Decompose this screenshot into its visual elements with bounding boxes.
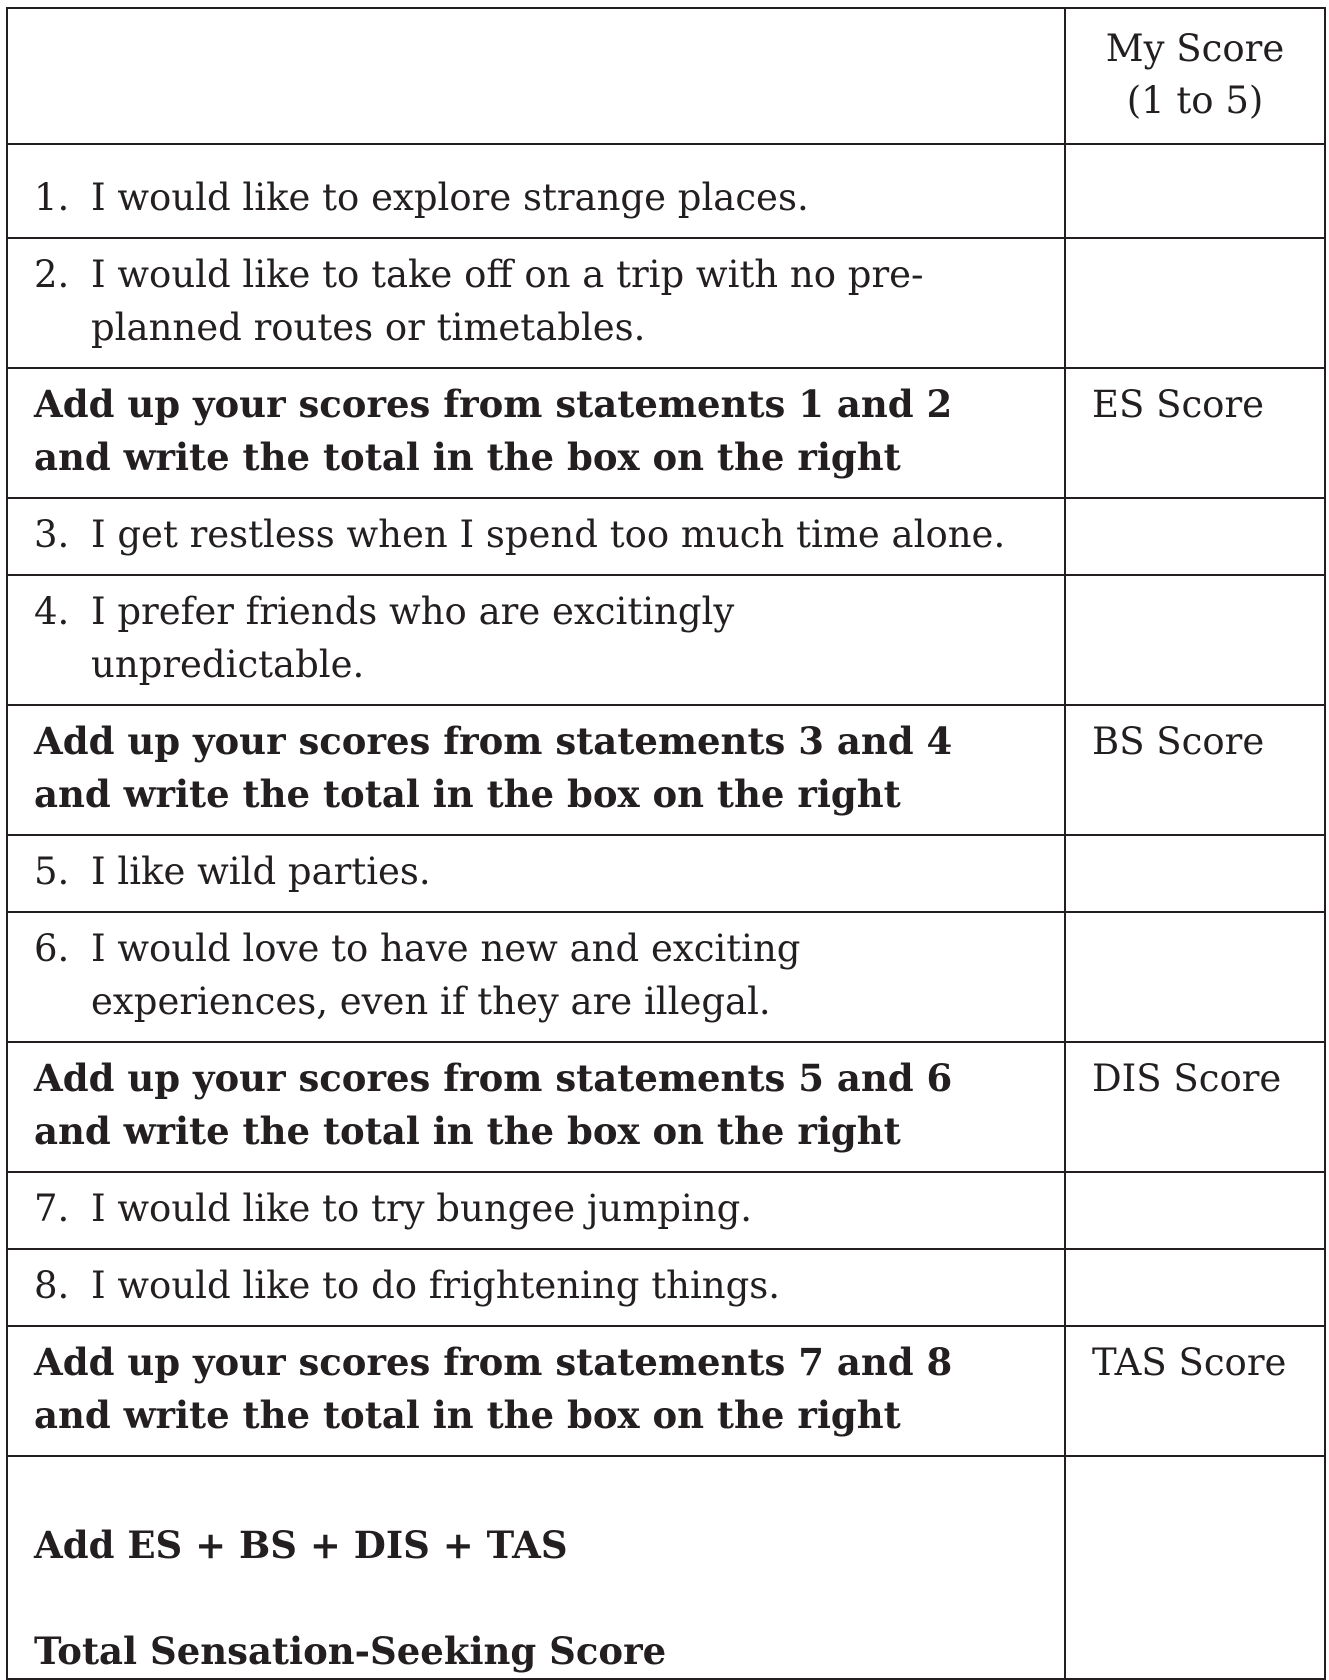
statement-row-7 [7, 1172, 1325, 1249]
my-score-label: My Score [1105, 27, 1285, 70]
statement-number: 5. [34, 850, 70, 893]
statement-number: 1. [34, 176, 70, 219]
header-empty-cell [7, 8, 1065, 144]
statement-text: I would like to try bungee jumping. [91, 1187, 753, 1230]
dis-score-label: DIS Score [1092, 1057, 1282, 1100]
sensation-seeking-score-table [6, 7, 1326, 1680]
subtotal-instruction: Add up your scores from statements 5 and 6 and write the total in the box on the right [34, 1056, 953, 1153]
subtotal-row-bs [7, 705, 1325, 835]
subtotal-instruction-cell [7, 705, 1065, 835]
statement-row-4 [7, 575, 1325, 705]
statement-cell [7, 835, 1065, 912]
statement-row-3 [7, 498, 1325, 575]
score-box-4[interactable] [1065, 575, 1325, 705]
statement-number: 8. [34, 1264, 70, 1307]
statement-row-8 [7, 1249, 1325, 1326]
score-box-3[interactable] [1065, 498, 1325, 575]
statement-text: I get restless when I spend too much time alone. [91, 513, 1006, 556]
subtotal-instruction-cell [7, 1326, 1065, 1456]
total-instruction-cell [7, 1456, 1065, 1679]
statement-text: I like wild parties. [91, 850, 431, 893]
statement-number: 4. [34, 590, 70, 633]
score-box-5[interactable] [1065, 835, 1325, 912]
statement-number: 6. [34, 927, 70, 970]
score-box-1[interactable] [1065, 144, 1325, 238]
statement-text: I would love to have new and exciting experiences, even if they are illegal. [91, 927, 801, 1023]
score-box-7[interactable] [1065, 1172, 1325, 1249]
score-box-6[interactable] [1065, 912, 1325, 1042]
subtotal-instruction: Add up your scores from statements 7 and 8 and write the total in the box on the right [34, 1340, 953, 1437]
subtotal-instruction: Add up your scores from statements 3 and 4 and write the total in the box on the right [34, 719, 953, 816]
score-box-8[interactable] [1065, 1249, 1325, 1326]
statement-text: I prefer friends who are excitingly unpredictable. [91, 590, 735, 686]
statement-text: I would like to do frightening things. [91, 1264, 781, 1307]
total-score-box[interactable] [1065, 1456, 1325, 1679]
subtotal-row-es [7, 368, 1325, 498]
statement-text: I would like to take off on a trip with no pre- planned routes or timetables. [91, 253, 924, 349]
score-range-label: (1 to 5) [1126, 79, 1264, 122]
statement-row-5 [7, 835, 1325, 912]
statement-cell [7, 912, 1065, 1042]
subtotal-row-dis [7, 1042, 1325, 1172]
statement-number: 7. [34, 1187, 70, 1230]
statement-number: 2. [34, 253, 70, 296]
my-score-header [1065, 8, 1325, 144]
tas-score-box[interactable] [1065, 1326, 1325, 1456]
statement-text: I would like to explore strange places. [91, 176, 809, 219]
statement-cell [7, 1172, 1065, 1249]
statement-cell [7, 575, 1065, 705]
es-score-box[interactable] [1065, 368, 1325, 498]
subtotal-instruction: Add up your scores from statements 1 and 2 and write the total in the box on the right [34, 382, 953, 479]
statement-cell [7, 1249, 1065, 1326]
subtotal-row-tas [7, 1326, 1325, 1456]
statement-row-2 [7, 238, 1325, 368]
bs-score-box[interactable] [1065, 705, 1325, 835]
statement-cell [7, 498, 1065, 575]
statement-cell [7, 238, 1065, 368]
total-formula: Add ES + BS + DIS + TAS [34, 1523, 568, 1567]
statement-number: 3. [34, 513, 70, 556]
statement-cell [7, 144, 1065, 238]
dis-score-box[interactable] [1065, 1042, 1325, 1172]
total-label: Total Sensation-Seeking Score [34, 1629, 667, 1673]
es-score-label: ES Score [1092, 383, 1265, 426]
total-row [7, 1456, 1325, 1679]
score-box-2[interactable] [1065, 238, 1325, 368]
bs-score-label: BS Score [1092, 720, 1265, 763]
tas-score-label: TAS Score [1092, 1341, 1287, 1384]
statement-row-6 [7, 912, 1325, 1042]
subtotal-instruction-cell [7, 1042, 1065, 1172]
subtotal-instruction-cell [7, 368, 1065, 498]
header-row [7, 8, 1325, 144]
statement-row-1 [7, 144, 1325, 238]
